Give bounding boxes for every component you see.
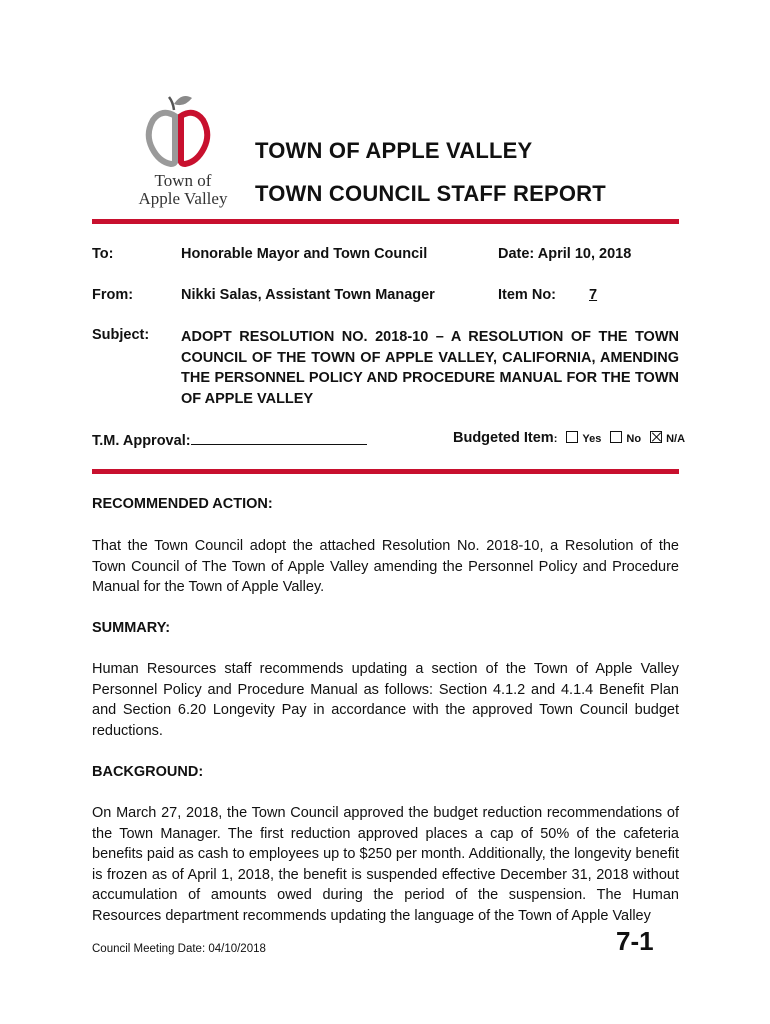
subject-value: ADOPT RESOLUTION NO. 2018-10 – A RESOLUTION OF THE TOWN COUNCIL OF THE TOWN OF APPLE VALLEY, CALIFORNIA, AMENDING THE PERSONNEL POLICY AND PROCEDURE MANUAL FOR THE TOWN OF APPLE VALLEY [181, 329, 679, 407]
budgeted-item [453, 430, 685, 446]
town-logo [118, 90, 248, 210]
background-heading: BACKGROUND: [92, 764, 204, 780]
to-value: Honorable Mayor and Town Council [181, 246, 428, 262]
report-title-type: TOWN COUNCIL STAFF REPORT [255, 181, 606, 206]
report-title-town: TOWN OF APPLE VALLEY [255, 138, 533, 163]
tm-approval-signature-line [191, 430, 367, 445]
na-checked-checkbox-icon[interactable] [650, 431, 662, 443]
yes-checkbox-icon[interactable] [566, 431, 578, 443]
header-divider [92, 219, 679, 224]
from-value: Nikki Salas, Assistant Town Manager [181, 287, 435, 303]
na-label: N/A [666, 433, 686, 445]
footer-meeting-date: Council Meeting Date: 04/10/2018 [92, 943, 266, 955]
tm-approval-label: T.M. Approval: [92, 433, 191, 449]
date-label: Date: [498, 246, 535, 262]
to-label: To: [92, 246, 114, 262]
budgeted-label: Budgeted Item [453, 430, 554, 446]
tm-approval [92, 430, 367, 449]
date-field [498, 246, 631, 262]
logo-line-apple-valley: Apple Valley [138, 189, 228, 208]
budgeted-colon: : [553, 433, 558, 445]
from-label: From: [92, 287, 134, 303]
subject-label: Subject: [92, 327, 150, 343]
memo-divider [92, 469, 679, 474]
summary-text: Human Resources staff recommends updating a section of the Town of Apple Valley Personnel Policy and Procedure Manual as follows: Section 4.1.2 and 4.1.4 Benefit Plan and Section 6.20 Longevity Pay in accordance with the approved Town Council budget reductions. [92, 661, 679, 739]
summary-heading: SUMMARY: [92, 620, 171, 636]
background-text: On March 27, 2018, the Town Council approved the budget reduction recommendations of the Town Manager. The first reduction approved places a cap of 50% of the cafeteria benefits paid as cash to employees up to $250 per month. Additionally, the longevity benefit is frozen as of April 1, 2018, the benefit is suspended effective December 31, 2018 without accumulation of amounts owed during the period of the suspension. The Human Resources department recommends updating the language of the Town of Apple Valley [92, 805, 679, 924]
apple-logo-icon [118, 90, 248, 170]
no-checkbox-icon[interactable] [610, 431, 622, 443]
item-number: 7 [589, 287, 598, 303]
item-label: Item No: [498, 287, 556, 303]
date-value: April 10, 2018 [537, 246, 632, 262]
page-number: 7-1 [616, 926, 654, 956]
no-label: No [626, 433, 642, 445]
recommended-action-heading: RECOMMENDED ACTION: [92, 496, 273, 512]
yes-label: Yes [582, 433, 602, 445]
logo-line-town-of: Town of [154, 171, 212, 190]
recommended-action-text: That the Town Council adopt the attached Resolution No. 2018-10, a Resolution of the Town Council of The Town of Apple Valley amending the Personnel Policy and Procedure Manual for the Town of Apple Valley. [92, 538, 679, 596]
